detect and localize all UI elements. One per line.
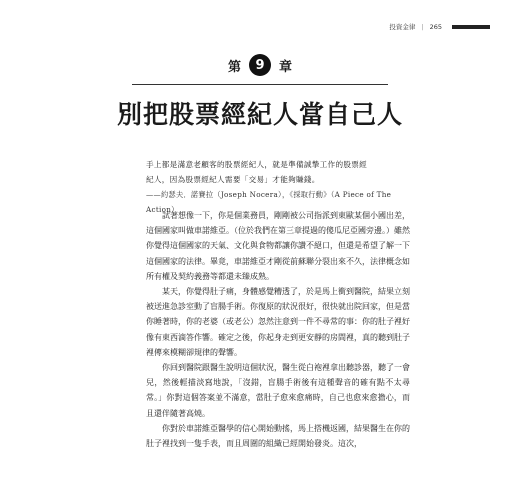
body-text [146, 208, 410, 451]
paragraph: 某天，你覺得肚子痛，身體感覺糟透了，於是馬上衝到醫院，結果立刻被送進急診室動了盲腸手術。你復原的狀況很好，很快就出院回家，但是當你睡著時，你的老婆（或老公）忽然注意到一件不尋常的事：你的肚子裡好像有東西滴答作響。確定之後，你起身走到更安靜的房間裡，真的聽到肚子裡傳來模糊卻規律的聲響。 [146, 287, 410, 357]
running-header-title: 投資金律 [389, 23, 416, 31]
epigraph-citation: ——約瑟夫．諾賽拉（Joseph Nocera），《採取行動》（A Piece of The Action） [146, 190, 392, 214]
header-bar [452, 25, 490, 29]
paragraph: 試著想像一下，你是個業務員，剛剛被公司指派到東歐某個小國出差，這個國家叫做車諾維亞。（位於我們在第三章提過的傻瓜尼亞國旁邊。）雖然你覺得這個國家的天氣、文化與食物都讓你讚不絕口，但還是希望了解一下這個國家的法律。畢竟，車諾維亞才剛從前蘇聯分裂出來不久，法律概念如所有權及契約義務等都還未臻成熟。 [146, 211, 410, 281]
chapter-title: 別把股票經紀人當自己人 [116, 100, 403, 129]
chapter-number-badge: 9 [249, 54, 271, 76]
running-header [389, 22, 490, 31]
chapter-prefix: 第 [227, 59, 241, 75]
paragraph: 你回到醫院跟醫生說明這個狀況，醫生從白袍裡拿出聽診器，聽了一會兒，然後輕描淡寫地說，「沒錯，盲腸手術後有這種聲音的確有點不太尋常。」你對這個答案並不滿意，當肚子愈來愈痛時，自己也愈來愈擔心，而且還伴隨著高燒。 [146, 363, 410, 418]
chapter-suffix: 章 [279, 59, 293, 75]
page-number: 265 [429, 22, 442, 31]
epigraph-line: 紀人，因為股票經紀人需要「交易」才能夠賺錢。 [146, 175, 320, 184]
header-separator: | [421, 22, 424, 31]
chapter-heading [0, 54, 520, 76]
chapter-divider [132, 84, 388, 85]
epigraph-line: 手上都是滿意老顧客的股票經紀人，就是準備誠摯工作的股票經 [146, 160, 368, 169]
paragraph: 你對於車諾維亞醫學的信心開始動搖，馬上搭機返國，結果醫生在你的肚子裡找到一隻手表，而且周圍的組織已經開始發炎。這次， [146, 423, 410, 449]
